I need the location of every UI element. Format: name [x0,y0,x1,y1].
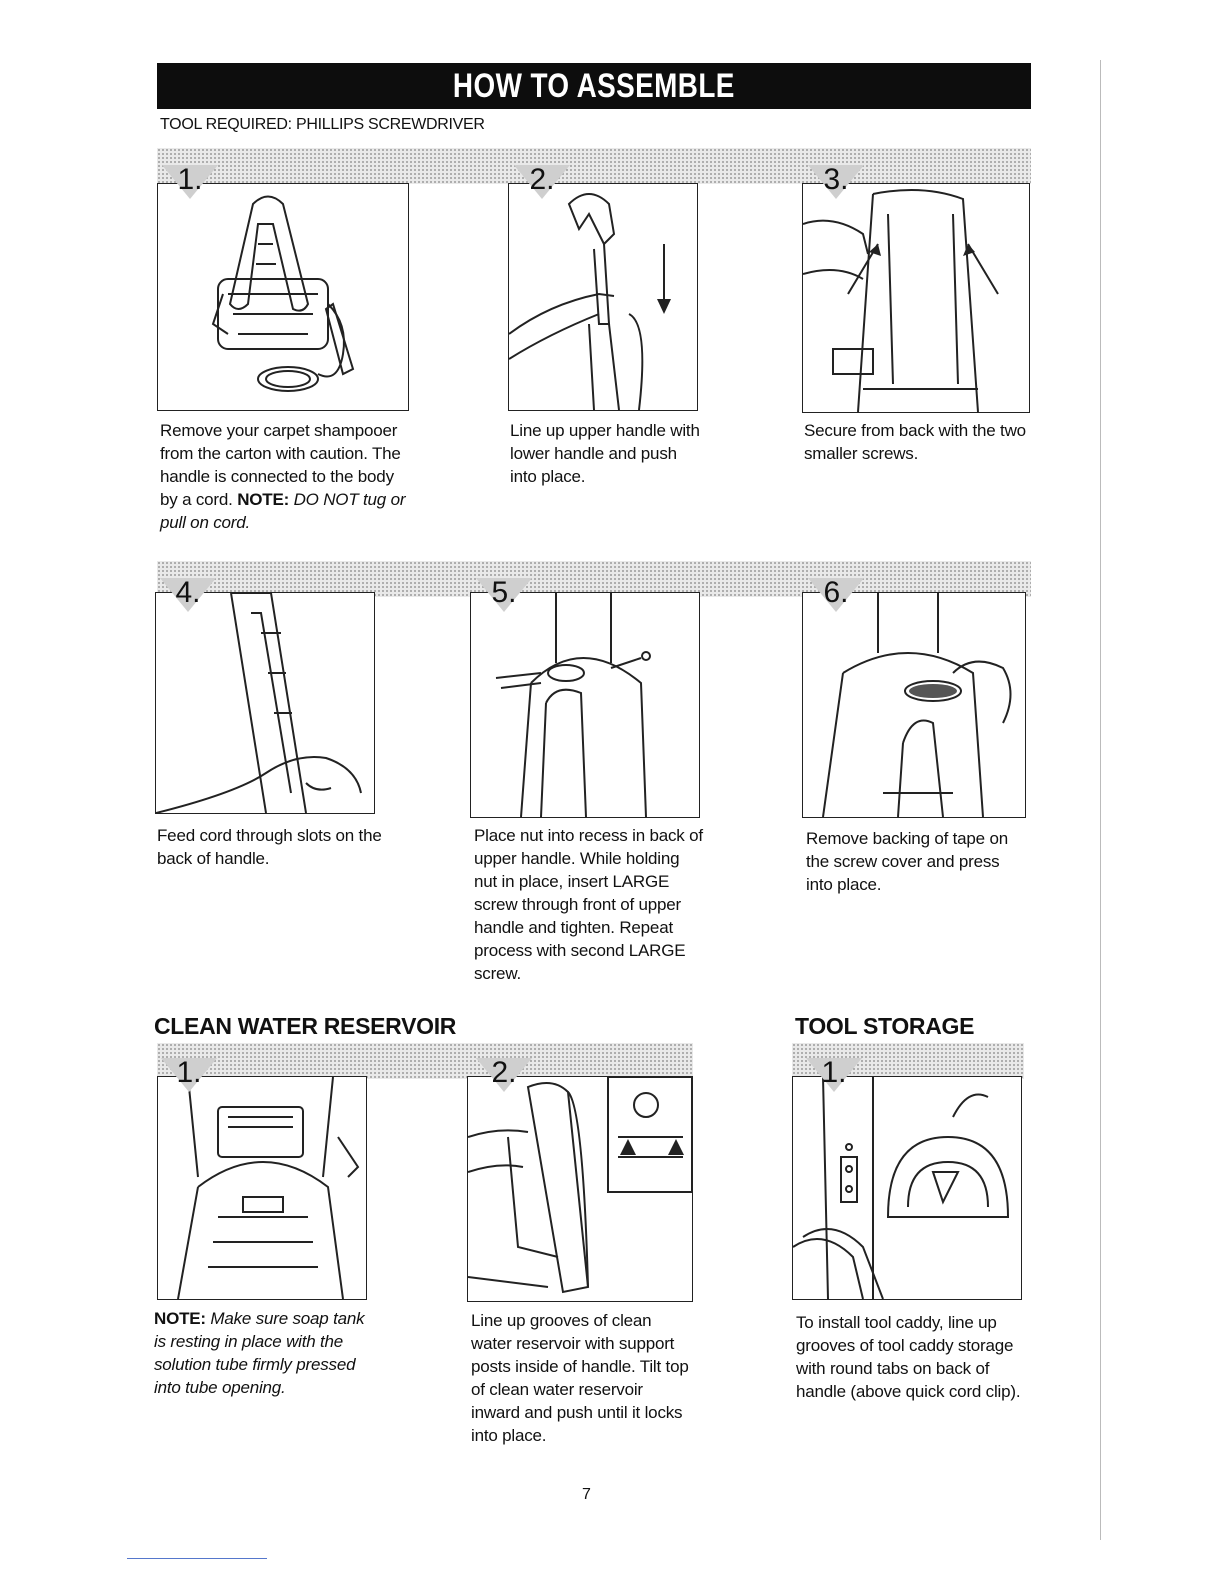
step1-caption-text: Remove your carpet shampooer from the carton with caution. The handle is connected to the body by a cord. [160,421,401,509]
step1-badge [162,165,218,211]
page-number: 7 [582,1486,591,1503]
tool-caddy-illustration [793,1077,1021,1299]
screw-cover-illustration [803,593,1025,817]
step5-badge [476,578,532,624]
step1-illustration [157,183,409,411]
step2-caption: Line up upper handle with lower handle and push into place. [510,421,700,486]
tool-required: TOOL REQUIRED: PHILLIPS SCREWDRIVER [160,116,485,133]
clean-water-step2-illustration [467,1076,693,1302]
large-screw-illustration [471,593,699,817]
step1-caption [160,419,410,534]
step-number: 3. [823,163,849,196]
page-title: HOW TO ASSEMBLE [453,67,735,105]
back-screws-illustration [803,184,1029,412]
step4-badge [160,578,216,624]
soap-tank-illustration [158,1077,366,1299]
clean-water-heading: CLEAN WATER RESERVOIR [154,1013,457,1039]
step-number: 1. [821,1056,847,1089]
step-number: 5. [491,576,517,609]
step1-note-text: DO NOT tug or pull on cord. [160,490,406,532]
step5-caption: Place nut into recess in back of upper handle. While holding nut in place, insert LARGE screw through front of upper handle and tighten. Repeat process with second LARGE screw. [474,826,703,983]
tool-storage-step1-illustration [792,1076,1022,1300]
clean-water-step2-badge [476,1058,532,1104]
step6-illustration [802,592,1026,818]
step3-badge [808,165,864,211]
step-number: 2. [529,163,555,196]
step3-illustration [802,183,1030,413]
step5-illustration [470,592,700,818]
clean-water-note-label: NOTE: [154,1309,206,1328]
step-number: 1. [176,1056,202,1089]
shampooer-in-carton-illustration [158,184,408,410]
clean-water-step1-badge [161,1058,217,1104]
step-number: 4. [175,576,201,609]
step6-caption: Remove backing of tape on the screw cover and press into place. [806,829,1008,894]
scan-margin-line [1100,60,1101,1540]
reservoir-install-illustration [468,1077,692,1301]
step1-note-label: NOTE: [237,490,290,509]
step2-illustration [508,183,698,411]
step-number: 1. [177,163,203,196]
clean-water-note-text: Make sure soap tank is resting in place with the solution tube firmly pressed into tube opening. [154,1309,365,1397]
handle-alignment-illustration [509,184,697,410]
step4-caption: Feed cord through slots on the back of handle. [157,826,382,868]
page-title-banner [157,63,1031,109]
tool-storage-heading: TOOL STORAGE [795,1013,975,1039]
step-strip-row1 [157,148,1031,184]
step3-caption: Secure from back with the two smaller screws. [804,421,1026,463]
tool-storage-step1-badge [806,1058,862,1104]
step-strip-clean-water [157,1043,693,1079]
step-number: 6. [823,576,849,609]
step-number: 2. [491,1056,517,1089]
tool-storage-step1-caption: To install tool caddy, line up grooves of tool caddy storage with round tabs on back of handle (above quick cord clip). [796,1313,1021,1401]
cord-feed-illustration [156,593,374,813]
footer-rule [127,1558,267,1559]
clean-water-step2-caption: Line up grooves of clean water reservoir with support posts inside of handle. Tilt top of clean water reservoir inward and push until it locks into place. [471,1311,689,1445]
step4-illustration [155,592,375,814]
clean-water-step1-caption [154,1307,369,1399]
step6-badge [808,578,864,624]
step2-badge [514,165,570,211]
clean-water-step1-illustration [157,1076,367,1300]
